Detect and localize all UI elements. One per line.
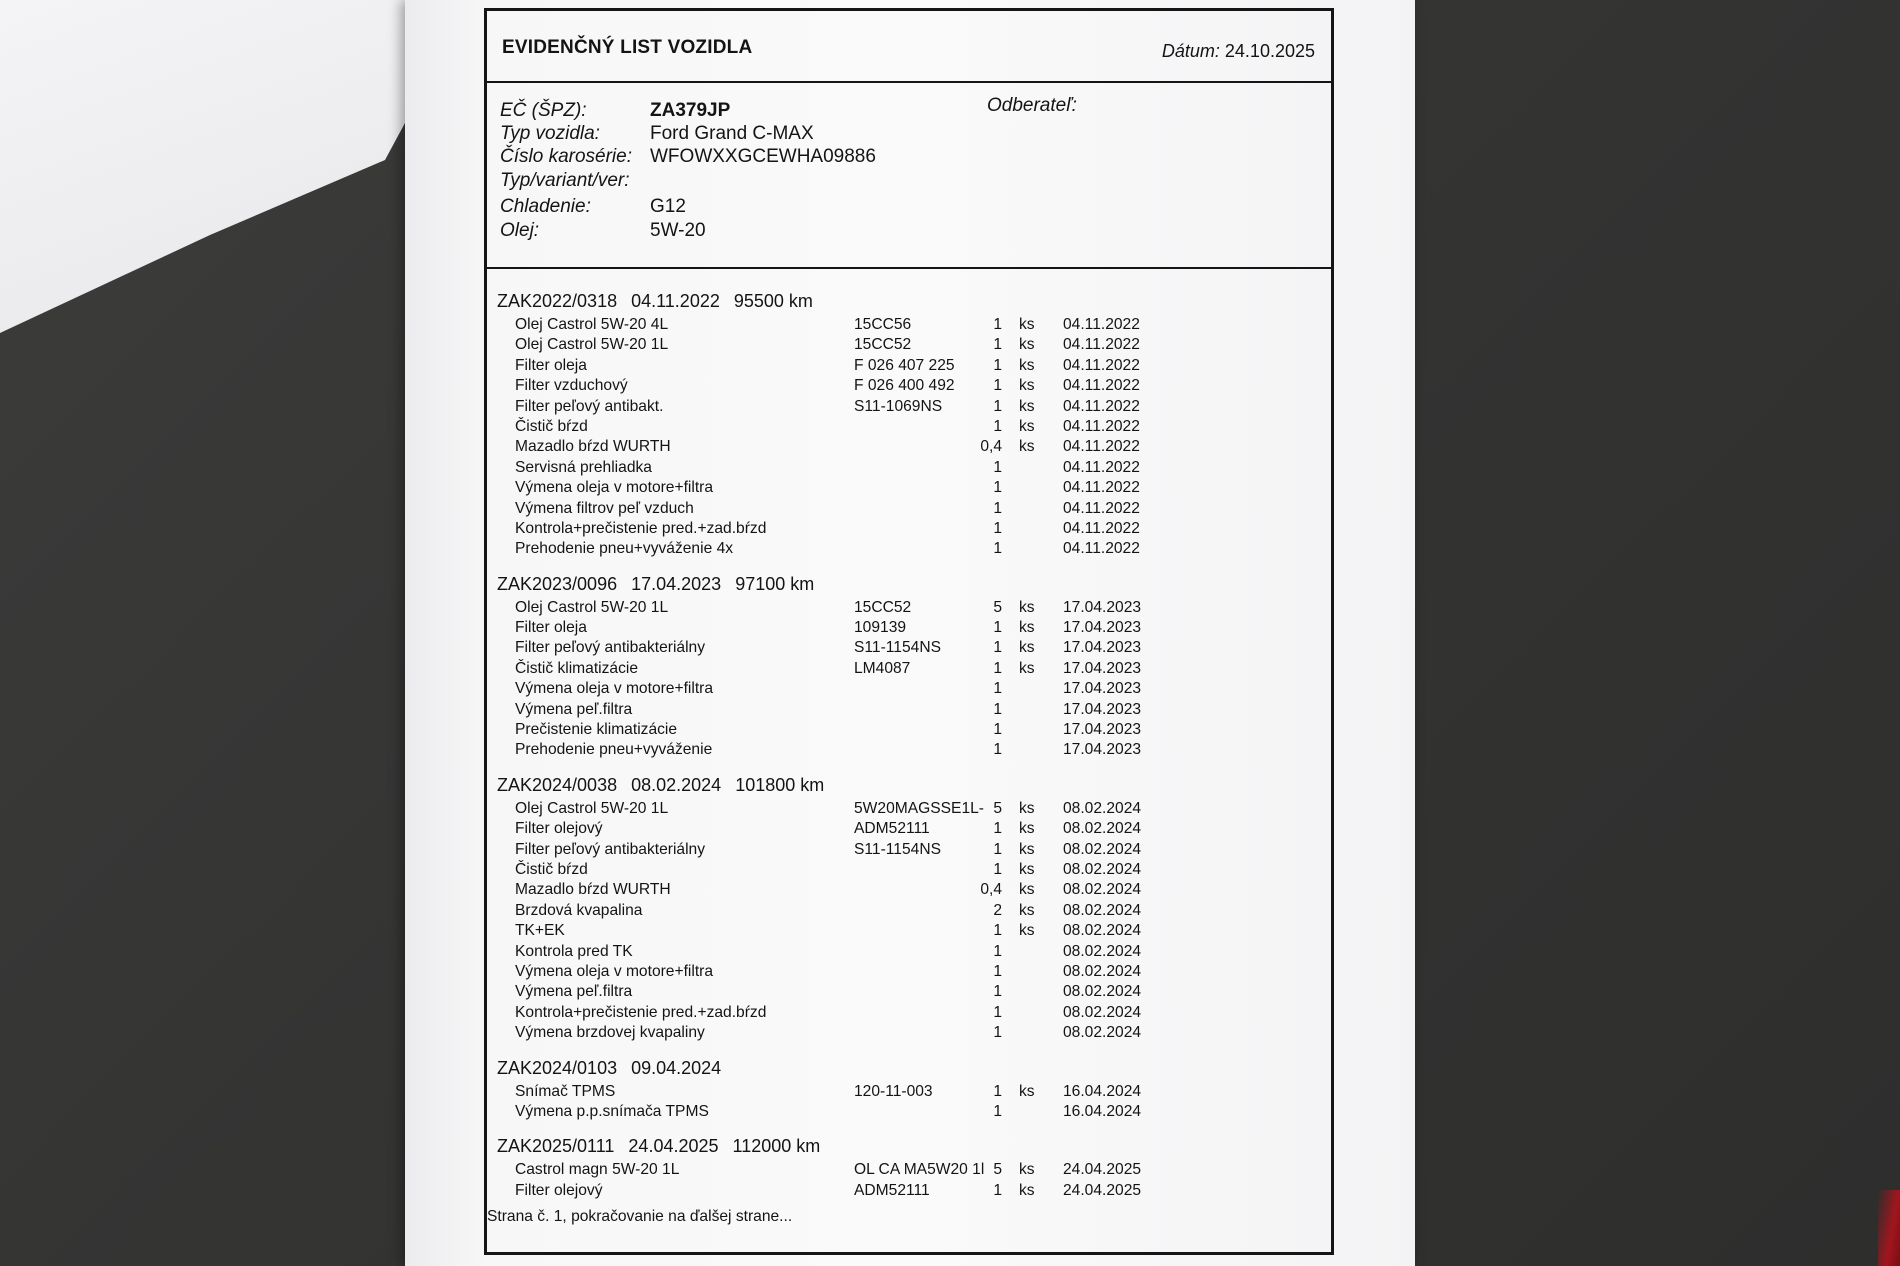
item-date: 16.04.2024: [1063, 1102, 1142, 1120]
order-number: ZAK2024/0038: [497, 774, 618, 795]
item-qty: 1: [993, 942, 1002, 960]
item-name: Brzdová kvapalina: [515, 901, 643, 919]
item-date: 17.04.2023: [1063, 680, 1142, 698]
item-unit: ks: [1019, 377, 1035, 395]
item-name: Filter olejový: [515, 820, 603, 838]
order-item-row: [487, 901, 1331, 921]
item-name: Výmena oleja v motore+filtra: [515, 680, 714, 698]
item-name: Filter oleja: [515, 619, 587, 637]
item-name: Výmena oleja v motore+filtra: [515, 962, 714, 980]
item-date: 08.02.2024: [1063, 942, 1142, 960]
item-name: Castrol magn 5W-20 1L: [515, 1161, 680, 1179]
order-header: [487, 771, 1331, 799]
item-name: TK+EK: [515, 922, 565, 940]
order-item-row: [487, 478, 1331, 498]
field-value: Ford Grand C-MAX: [650, 123, 814, 144]
item-date: 04.11.2022: [1063, 397, 1140, 415]
item-qty: 1: [993, 1181, 1002, 1199]
item-name: Snímač TPMS: [515, 1082, 616, 1100]
item-name: Čistič klimatizácie: [515, 659, 639, 677]
item-unit: ks: [1019, 356, 1035, 374]
item-date: 08.02.2024: [1063, 1003, 1142, 1021]
item-qty: 1: [993, 741, 1002, 759]
service-order: [487, 1132, 1331, 1201]
item-date: 04.11.2022: [1063, 417, 1140, 435]
item-qty: 1: [993, 1003, 1002, 1021]
item-unit: ks: [1019, 840, 1035, 858]
item-name: Prečistenie klimatizácie: [515, 721, 678, 739]
item-date: 04.11.2022: [1063, 458, 1140, 476]
item-qty: 1: [993, 962, 1002, 980]
item-code: 15CC52: [854, 336, 912, 354]
item-unit: ks: [1019, 922, 1035, 940]
field-label: Olej:: [500, 220, 540, 241]
order-item-row: [487, 315, 1331, 335]
order-header: [487, 1132, 1331, 1160]
page-footer: Strana č. 1, pokračovanie na ďalšej strane...: [487, 1208, 793, 1225]
item-code: 15CC56: [854, 316, 912, 333]
item-name: Kontrola pred TK: [515, 942, 633, 960]
order-item-row: [487, 921, 1331, 941]
title-bar: [487, 11, 1331, 83]
field-label: Číslo karosérie:: [500, 146, 632, 167]
item-date: 04.11.2022: [1063, 377, 1140, 395]
order-date: 24.04.2025: [628, 1136, 719, 1157]
item-qty: 1: [993, 680, 1002, 698]
order-item-row: [487, 982, 1331, 1002]
item-unit: ks: [1019, 820, 1035, 838]
date-label: Dátum:: [1161, 41, 1220, 61]
order-item-row: [487, 962, 1331, 982]
item-name: Kontrola+prečistenie pred.+zad.bŕzd: [515, 519, 767, 537]
item-unit: ks: [1019, 639, 1035, 657]
item-name: Mazadlo bŕzd WURTH: [515, 438, 671, 456]
order-number: ZAK2023/0096: [497, 573, 618, 594]
item-code: F 026 407 225: [854, 356, 955, 374]
item-date: 04.11.2022: [1063, 519, 1140, 537]
order-header: [487, 570, 1331, 598]
item-name: Čistič bŕzd: [515, 417, 588, 435]
item-qty: 5: [993, 1161, 1002, 1179]
item-qty: 1: [993, 820, 1002, 838]
item-qty: 1: [993, 659, 1002, 677]
item-qty: 1: [993, 721, 1002, 739]
item-qty: 1: [993, 519, 1002, 537]
item-name: Filter oleja: [515, 356, 587, 374]
item-date: 08.02.2024: [1063, 901, 1142, 919]
item-code: 5W20MAGSSE1L-: [854, 799, 984, 817]
item-name: Čistič bŕzd: [515, 860, 588, 878]
item-qty: 1: [993, 540, 1002, 558]
item-qty: 1: [993, 1082, 1002, 1100]
service-order: [487, 771, 1331, 1044]
item-qty: 1: [993, 700, 1002, 718]
item-qty: 1: [993, 983, 1002, 1001]
item-unit: ks: [1019, 417, 1035, 435]
item-code: F 026 400 492: [854, 377, 955, 395]
field-label: Chladenie:: [500, 196, 591, 217]
item-date: 17.04.2023: [1063, 700, 1142, 718]
order-item-row: [487, 700, 1331, 720]
item-qty: 1: [993, 397, 1002, 415]
item-name: Olej Castrol 5W-20 1L: [515, 799, 669, 817]
item-name: Výmena peľ.filtra: [515, 983, 633, 1001]
order-item-row: [487, 942, 1331, 962]
order-number: ZAK2024/0103: [497, 1057, 618, 1078]
item-date: 08.02.2024: [1063, 983, 1142, 1001]
item-qty: 1: [993, 1024, 1002, 1042]
field-label: Typ vozidla:: [500, 123, 600, 144]
item-name: Výmena oleja v motore+filtra: [515, 479, 714, 497]
item-code: LM4087: [854, 659, 911, 677]
order-item-row: [487, 799, 1331, 819]
item-date: 08.02.2024: [1063, 962, 1142, 980]
item-unit: ks: [1019, 901, 1035, 919]
item-date: 04.11.2022: [1063, 499, 1140, 517]
item-qty: 1: [993, 377, 1002, 395]
item-code: 15CC52: [854, 598, 912, 616]
order-item-row: [487, 539, 1331, 559]
item-qty: 2: [993, 901, 1002, 919]
order-mileage: 95500 km: [733, 291, 813, 311]
item-unit: ks: [1019, 397, 1035, 415]
document-date: [1162, 41, 1315, 62]
order-header: [487, 287, 1331, 315]
order-date: 08.02.2024: [631, 774, 722, 795]
field-value: G12: [650, 196, 686, 217]
item-date: 17.04.2023: [1063, 598, 1142, 616]
item-name: Mazadlo bŕzd WURTH: [515, 881, 671, 899]
item-qty: 1: [993, 336, 1002, 354]
item-qty: 1: [993, 840, 1002, 858]
item-qty: 1: [993, 458, 1002, 476]
red-object-edge: [1878, 1190, 1900, 1266]
order-item-row: [487, 356, 1331, 376]
order-number: ZAK2025/0111: [497, 1136, 615, 1157]
background-paper-sheet: [0, 0, 470, 340]
document-page: [405, 0, 1415, 1266]
order-item-row: [487, 1102, 1331, 1122]
order-item-row: [487, 880, 1331, 900]
order-header: [487, 1054, 1331, 1082]
item-qty: 0,4: [980, 438, 1002, 456]
item-unit: ks: [1019, 1181, 1035, 1199]
order-item-row: [487, 740, 1331, 760]
item-qty: 1: [993, 356, 1002, 374]
field-label: Typ/variant/ver:: [500, 170, 630, 191]
item-name: Filter peľový antibakteriálny: [515, 840, 706, 858]
field-value: ZA379JP: [650, 100, 731, 121]
item-unit: ks: [1019, 336, 1035, 354]
order-item-row: [487, 1181, 1331, 1201]
item-qty: 1: [993, 499, 1002, 517]
item-name: Výmena brzdovej kvapaliny: [515, 1024, 705, 1042]
item-qty: 0,4: [980, 881, 1002, 899]
item-code: 120-11-003: [854, 1082, 933, 1100]
item-date: 17.04.2023: [1063, 639, 1142, 657]
item-code: S11-1154NS: [854, 639, 941, 657]
item-name: Prehodenie pneu+vyváženie: [515, 741, 713, 759]
vehicle-info: [487, 83, 1331, 269]
item-qty: 1: [993, 417, 1002, 435]
item-date: 08.02.2024: [1063, 840, 1142, 858]
item-qty: 1: [993, 316, 1002, 333]
order-item-row: [487, 458, 1331, 478]
item-date: 08.02.2024: [1063, 860, 1142, 878]
item-name: Výmena peľ.filtra: [515, 700, 633, 718]
item-unit: ks: [1019, 316, 1035, 333]
item-name: Olej Castrol 5W-20 4L: [515, 316, 669, 333]
item-unit: ks: [1019, 619, 1035, 637]
item-qty: 1: [993, 619, 1002, 637]
item-date: 04.11.2022: [1063, 540, 1140, 558]
order-item-row: [487, 720, 1331, 740]
item-date: 17.04.2023: [1063, 619, 1142, 637]
service-order: [487, 287, 1331, 560]
item-name: Olej Castrol 5W-20 1L: [515, 598, 669, 616]
item-unit: ks: [1019, 659, 1035, 677]
item-date: 08.02.2024: [1063, 1024, 1142, 1042]
item-name: Olej Castrol 5W-20 1L: [515, 336, 669, 354]
item-code: S11-1154NS: [854, 840, 941, 858]
item-date: 08.02.2024: [1063, 799, 1142, 817]
item-date: 17.04.2023: [1063, 721, 1142, 739]
order-item-row: [487, 335, 1331, 355]
item-qty: 1: [993, 479, 1002, 497]
order-item-row: [487, 659, 1331, 679]
item-name: Servisná prehliadka: [515, 458, 652, 476]
item-qty: 1: [993, 639, 1002, 657]
order-item-row: [487, 618, 1331, 638]
item-unit: ks: [1019, 881, 1035, 899]
item-date: 04.11.2022: [1063, 479, 1140, 497]
order-item-row: [487, 1082, 1331, 1102]
item-unit: ks: [1019, 860, 1035, 878]
order-item-row: [487, 417, 1331, 437]
item-date: 17.04.2023: [1063, 741, 1142, 759]
item-name: Kontrola+prečistenie pred.+zad.bŕzd: [515, 1003, 767, 1021]
item-unit: ks: [1019, 1161, 1035, 1179]
order-item-row: [487, 376, 1331, 396]
item-code: ADM52111: [854, 1181, 930, 1199]
order-item-row: [487, 1003, 1331, 1023]
item-date: 24.04.2025: [1063, 1181, 1142, 1199]
order-item-row: [487, 598, 1331, 618]
date-value: 24.10.2025: [1224, 41, 1315, 61]
item-name: Výmena filtrov peľ vzduch: [515, 499, 694, 517]
order-item-row: [487, 1023, 1331, 1043]
item-name: Filter peľový antibakteriálny: [515, 639, 706, 657]
order-item-row: [487, 499, 1331, 519]
order-item-row: [487, 437, 1331, 457]
item-qty: 5: [993, 598, 1002, 616]
customer-label: Odberateľ:: [987, 95, 1077, 116]
document-frame: [484, 8, 1334, 1255]
item-date: 04.11.2022: [1063, 356, 1140, 374]
item-unit: ks: [1019, 598, 1035, 616]
item-qty: 1: [993, 922, 1002, 940]
item-qty: 1: [993, 1102, 1002, 1120]
order-mileage: 97100 km: [735, 573, 815, 594]
order-item-row: [487, 679, 1331, 699]
order-mileage: 112000 km: [732, 1136, 821, 1157]
field-value: WFOWXXGCEWHA09886: [650, 146, 876, 167]
service-order: [487, 1054, 1331, 1123]
item-qty: 1: [993, 860, 1002, 878]
order-item-row: [487, 1160, 1331, 1180]
order-date: 04.11.2022: [631, 291, 720, 311]
item-code: S11-1069NS: [854, 397, 943, 415]
item-date: 08.02.2024: [1063, 881, 1142, 899]
item-code: ADM52111: [854, 820, 930, 838]
service-orders: [487, 269, 1331, 1201]
service-order: [487, 570, 1331, 761]
order-item-row: [487, 397, 1331, 417]
item-name: Filter peľový antibakt.: [515, 397, 664, 415]
item-date: 08.02.2024: [1063, 922, 1142, 940]
order-date: 17.04.2023: [631, 573, 722, 594]
item-date: 24.04.2025: [1063, 1161, 1142, 1179]
order-item-row: [487, 819, 1331, 839]
item-name: Prehodenie pneu+vyváženie 4x: [515, 540, 734, 558]
order-item-row: [487, 860, 1331, 880]
field-value: 5W-20: [650, 220, 706, 241]
item-name: Výmena p.p.snímača TPMS: [515, 1102, 709, 1120]
order-item-row: [487, 638, 1331, 658]
item-date: 17.04.2023: [1063, 659, 1142, 677]
item-date: 04.11.2022: [1063, 438, 1140, 456]
item-name: Filter vzduchový: [515, 377, 628, 395]
order-date: 09.04.2024: [631, 1057, 722, 1078]
document-title: EVIDENČNÝ LIST VOZIDLA: [502, 37, 753, 58]
item-unit: ks: [1019, 799, 1035, 817]
field-label: EČ (ŠPZ):: [500, 100, 587, 121]
item-date: 08.02.2024: [1063, 820, 1142, 838]
order-item-row: [487, 840, 1331, 860]
item-name: Filter olejový: [515, 1181, 603, 1199]
item-date: 16.04.2024: [1063, 1082, 1142, 1100]
item-qty: 5: [993, 799, 1002, 817]
item-date: 04.11.2022: [1063, 336, 1140, 354]
order-item-row: [487, 519, 1331, 539]
order-number: ZAK2022/0318: [497, 291, 618, 311]
item-unit: ks: [1019, 1082, 1035, 1100]
order-mileage: 101800 km: [735, 774, 825, 795]
item-date: 04.11.2022: [1063, 316, 1140, 333]
item-code: 109139: [854, 619, 907, 637]
item-code: OL CA MA5W20 1l: [854, 1161, 985, 1179]
item-unit: ks: [1019, 438, 1035, 456]
